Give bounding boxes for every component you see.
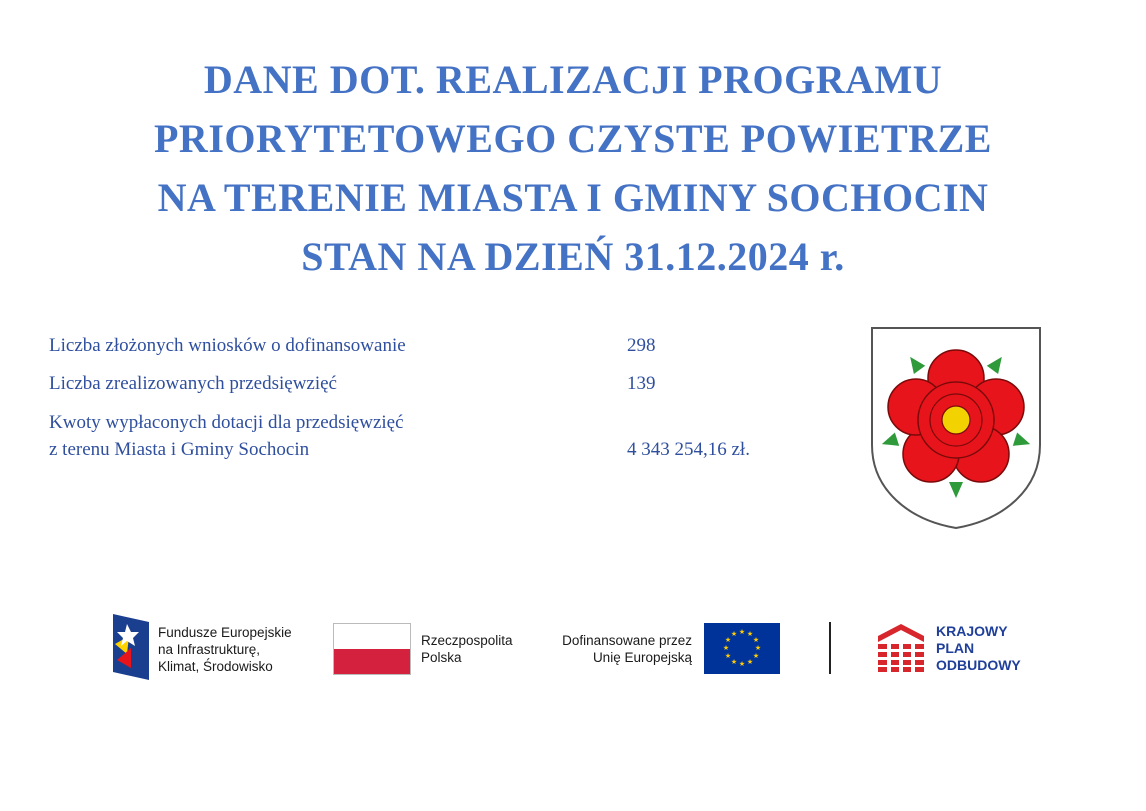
svg-text:★: ★ — [746, 658, 754, 666]
logo-separator — [829, 622, 831, 674]
kpo-logo-icon — [878, 622, 924, 672]
svg-text:★: ★ — [724, 652, 732, 660]
polish-flag-icon — [333, 623, 411, 675]
title-line-2: PRIORYTETOWEGO CZYSTE POWIETRZE — [154, 116, 992, 161]
applications-value: 298 — [627, 335, 656, 356]
svg-text:★: ★ — [730, 630, 738, 638]
fundusze-europejskie-icon — [113, 614, 149, 680]
eu-logo-text: Dofinansowane przez Unię Europejską — [562, 633, 692, 665]
projects-value: 139 — [627, 373, 656, 394]
rp-logo-text: Rzeczpospolita Polska — [421, 633, 513, 665]
rose-coat-of-arms-icon — [868, 325, 1044, 531]
title-line-1: DANE DOT. REALIZACJI PROGRAMU — [203, 57, 943, 102]
svg-text:★: ★ — [722, 644, 730, 652]
svg-text:★: ★ — [730, 658, 738, 666]
applications-label: Liczba złożonych wniosków o dofinansowanie — [49, 335, 406, 356]
fe-logo-text: Fundusze Europejskie na Infrastrukturę, Klimat, Środowisko — [158, 625, 292, 674]
svg-text:★: ★ — [746, 630, 754, 638]
svg-text:★: ★ — [738, 660, 746, 668]
svg-text:★: ★ — [752, 636, 760, 644]
subsidies-label-line-2: z terenu Miasta i Gminy Sochocin — [49, 439, 310, 460]
funding-logos-bar — [0, 610, 1146, 690]
subsidies-value: 4 343 254,16 zł. — [627, 439, 750, 460]
title-line-4: STAN NA DZIEŃ 31.12.2024 r. — [301, 234, 845, 279]
eu-flag-icon — [704, 623, 780, 674]
svg-text:★: ★ — [754, 644, 762, 652]
kpo-logo-text: KRAJOWY PLAN ODBUDOWY — [936, 623, 1021, 673]
svg-text:★: ★ — [752, 652, 760, 660]
svg-text:★: ★ — [738, 628, 746, 636]
projects-label: Liczba zrealizowanych przedsięwzięć — [49, 373, 337, 394]
page-title — [0, 50, 1146, 286]
title-line-3: NA TERENIE MIASTA I GMINY SOCHOCIN — [157, 175, 989, 220]
svg-text:★: ★ — [724, 636, 732, 644]
subsidies-label-line-1: Kwoty wypłaconych dotacji dla przedsięwzięć — [49, 412, 404, 433]
